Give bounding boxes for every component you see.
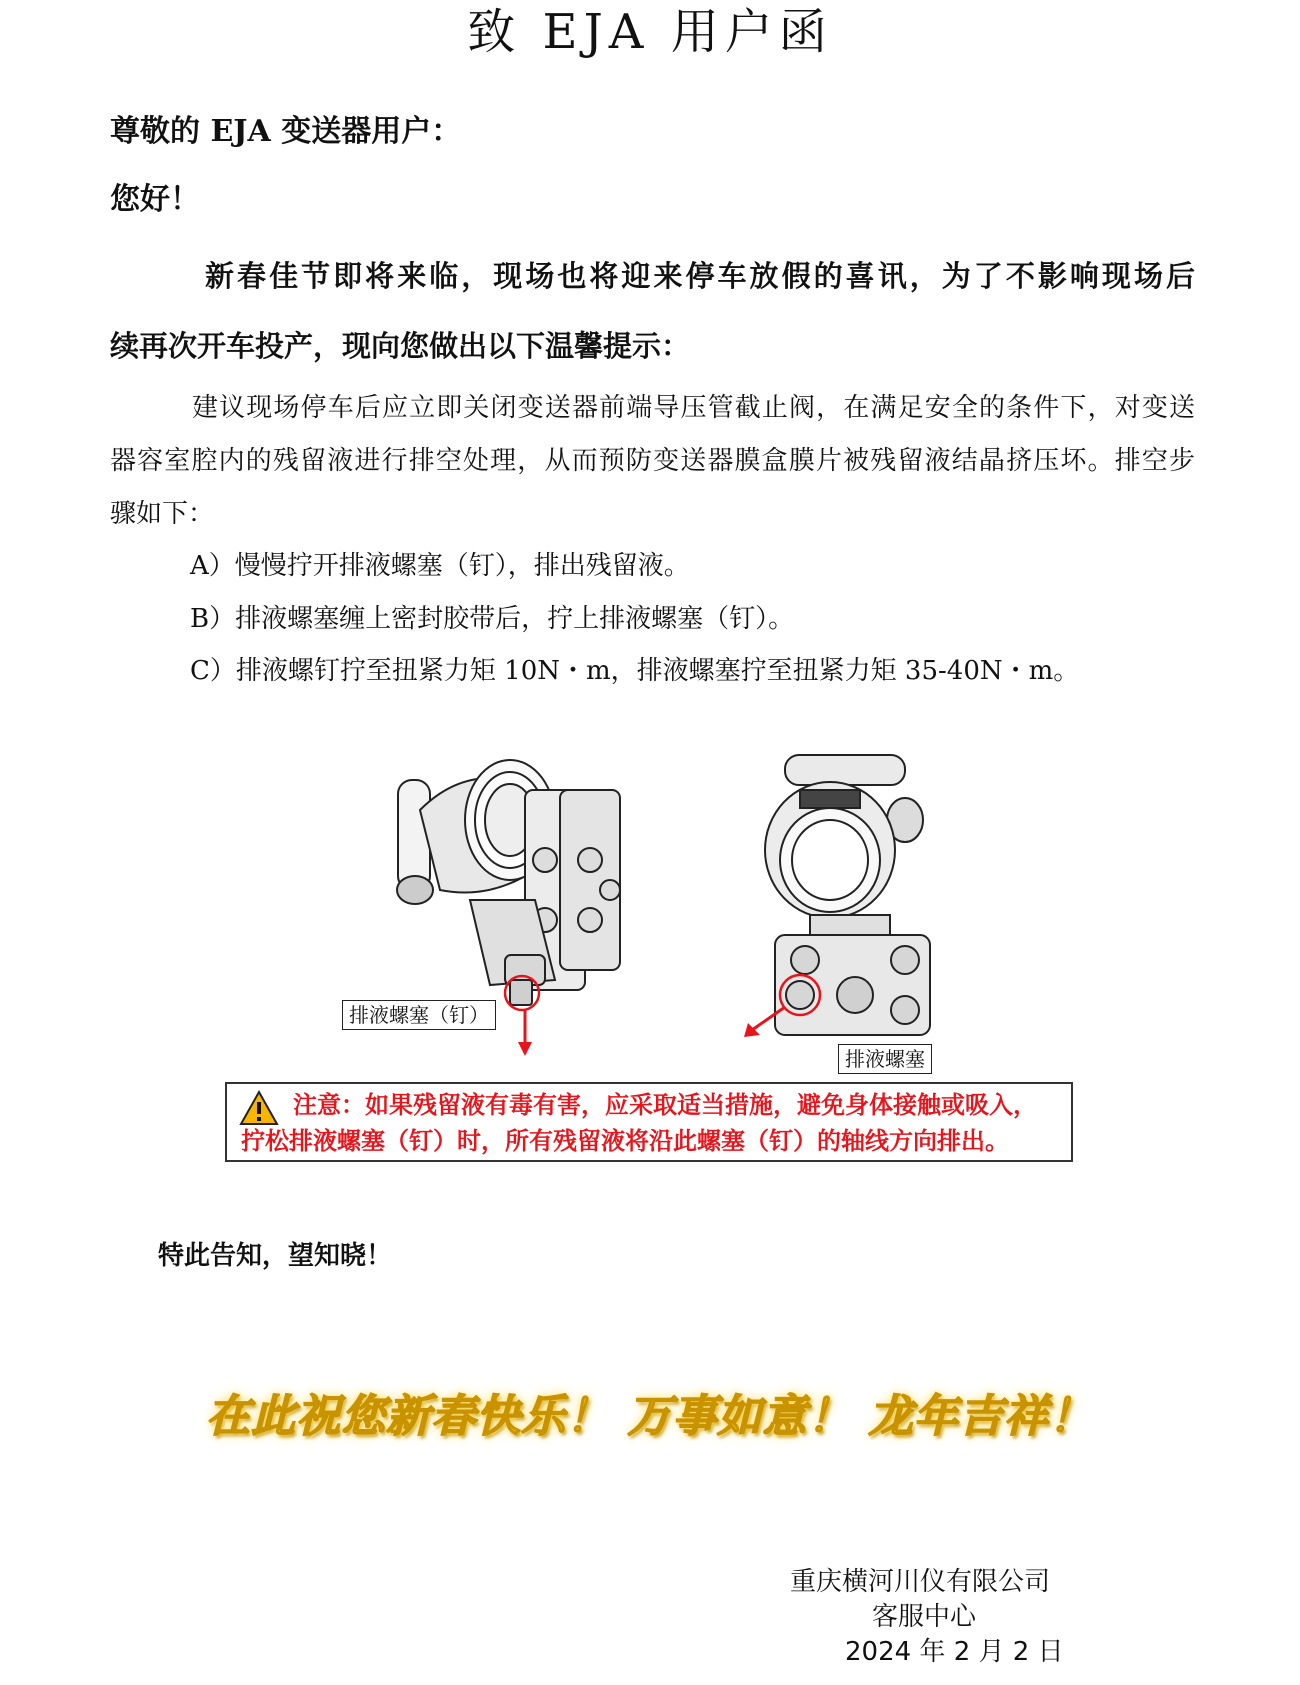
page-title: 致 EJA 用户函 [467, 4, 833, 60]
advice-line-3: 骤如下： [110, 499, 215, 529]
hello-line: 您好！ [110, 182, 200, 217]
warning-line-1: 注意：如果残留液有毒有害，应采取适当措施，避免身体接触或吸入， [293, 1090, 1037, 1119]
intro-line-1: 新春佳节即将来临，现场也将迎来停车放假的喜讯，为了不影响现场后 [205, 259, 1195, 293]
step-b: B）排液螺塞缠上密封胶带后，拧上排液螺塞（钉）。 [190, 604, 795, 634]
warning-line-2: 拧松排液螺塞（钉）时，所有残留液将沿此螺塞（钉）的轴线方向排出。 [241, 1126, 1009, 1155]
advice-line-1: 建议现场停车后应立即关闭变送器前端导压管截止阀，在满足安全的条件下，对变送 [192, 393, 1195, 423]
callout-right: 排液螺塞 [838, 1044, 932, 1074]
new-year-greeting: 在此祝您新春快乐！ 万事如意！ 龙年吉祥！ [206, 1391, 1094, 1442]
notice-line: 特此告知，望知晓！ [158, 1241, 393, 1271]
transmitter-illustration-right [740, 745, 960, 1045]
signature-department: 客服中心 [872, 1602, 977, 1632]
signature-date: 2024 年 2 月 2 日 [845, 1637, 1064, 1667]
step-a: A）慢慢拧开排液螺塞（钉），排出残留液。 [190, 551, 690, 581]
advice-line-2: 器容室腔内的残留液进行排空处理，从而预防变送器膜盒膜片被残留液结晶挤压坏。排空步 [110, 446, 1195, 476]
flow-arrow-icon [518, 1042, 532, 1056]
step-c: C）排液螺钉拧至扭紧力矩 10N・m，排液螺塞拧至扭紧力矩 35-40N・m。 [190, 656, 1080, 686]
warning-triangle-icon [239, 1090, 279, 1126]
intro-line-2: 续再次开车投产，现向您做出以下温馨提示： [110, 329, 691, 363]
signature-company: 重庆横河川仪有限公司 [790, 1567, 1051, 1597]
salutation: 尊敬的 EJA 变送器用户： [110, 114, 462, 149]
callout-left: 排液螺塞（钉） [342, 1000, 496, 1030]
warning-box [225, 1082, 1073, 1162]
